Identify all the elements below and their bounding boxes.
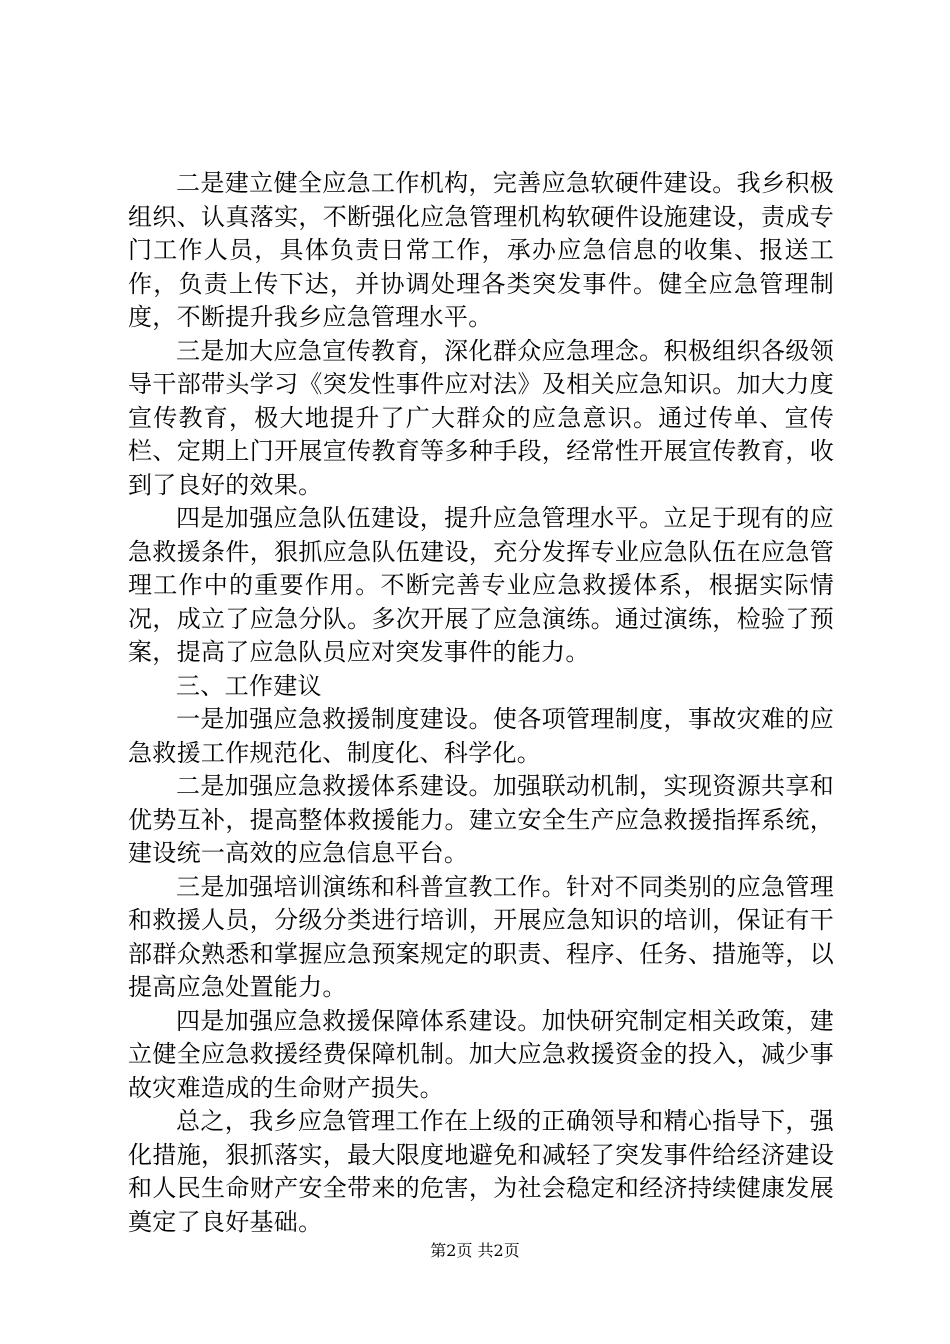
paragraph-emergency-organization: 二是建立健全应急工作机构，完善应急软硬件建设。我乡积极组织、认真落实，不断强化应急管理机构软硬件设施建设，责成专门工作人员，具体负责日常工作，承办应急信息的收集、报送工作，负责上传下达，并协调处理各类突发事件。健全应急管理制度，不断提升我乡应急管理水平。 — [128, 169, 834, 331]
paragraph-suggestion-system: 一是加强应急救援制度建设。使各项管理制度，事故灾难的应急救援工作规范化、制度化、科学化。 — [128, 705, 834, 767]
paragraph-emergency-publicity: 三是加大应急宣传教育，深化群众应急理念。积极组织各级领导干部带头学习《突发性事件应对法》及相关应急知识。加大力度宣传教育，极大地提升了广大群众的应急意识。通过传单、宣传栏、定期上门开展宣传教育等多种手段，经常性开展宣传教育，收到了良好的效果。 — [128, 336, 834, 499]
document-body — [128, 167, 834, 1239]
paragraph-suggestion-training: 三是加强培训演练和科普宣教工作。针对不同类别的应急管理和救援人员，分级分类进行培训，开展应急知识的培训，保证有干部群众熟悉和掌握应急预案规定的职责、程序、任务、措施等，以提高应急处置能力。 — [128, 872, 834, 1001]
section-heading-work-suggestions: 三、工作建议 — [176, 671, 322, 700]
paragraph-suggestion-guarantee: 四是加强应急救援保障体系建设。加快研究制定相关政策，建立健全应急救援经费保障机制。加大应急救援资金的投入，减少事故灾难造成的生命财产损失。 — [128, 1006, 834, 1102]
paragraph-suggestion-framework: 二是加强应急救援体系建设。加强联动机制，实现资源共享和优势互补，提高整体救援能力。建立安全生产应急救援指挥系统，建设统一高效的应急信息平台。 — [128, 772, 834, 867]
paragraph-emergency-team: 四是加强应急队伍建设，提升应急管理水平。立足于现有的应急救援条件，狠抓应急队伍建设，充分发挥专业应急队伍在应急管理工作中的重要作用。不断完善专业应急救援体系，根据实际情况，成立了应急分队。多次开展了应急演练。通过演练，检验了预案，提高了应急队员应对突发事件的能力。 — [128, 504, 834, 666]
page-number-footer: 第2页 共2页 — [430, 1241, 520, 1260]
paragraph-conclusion: 总之，我乡应急管理工作在上级的正确领导和精心指导下，强化措施，狠抓落实，最大限度地避免和减轻了突发事件给经济建设和人民生命财产安全带来的危害，为社会稳定和经济持续健康发展奠定了良好基础。 — [128, 1107, 834, 1236]
